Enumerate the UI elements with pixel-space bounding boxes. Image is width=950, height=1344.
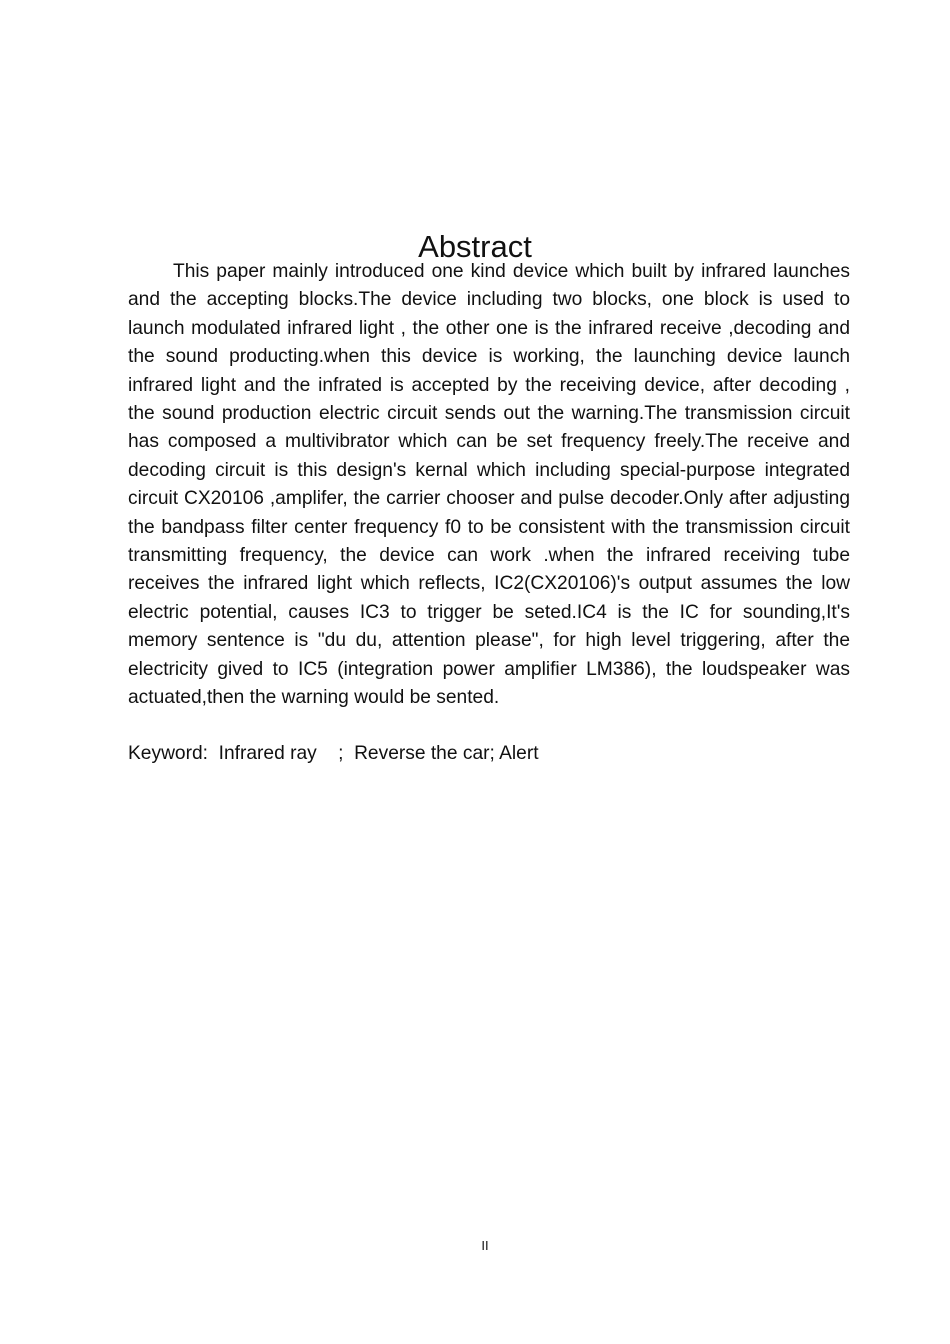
keywords-line: Keyword: Infrared ray ; Reverse the car; Alert (128, 743, 539, 764)
abstract-body: This paper mainly introduced one kind device which built by infrared launches and the accepting blocks.The device including two blocks, one block is used to launch modulated infrared light , the other one is the infrared receive ,decoding and the sound producting.when this device is working, the launching device launch infrared light and the infrated is accepted by the receiving device, after decoding , the sound production electric circuit sends out the warning.The transmission circuit has composed a multivibrator which can be set frequency freely.The receive and decoding circuit is this design's kernal which including special-purpose integrated circuit CX20106 ,amplifer, the carrier chooser and pulse decoder.Only after adjusting the bandpass filter center frequency f0 to be consistent with the transmission circuit transmitting frequency, the device can work .when the infrared receiving tube receives the infrared light which reflects, IC2(CX20106)'s output assumes the low electric potential, causes IC3 to trigger be seted.IC4 is the IC for sounding,It's memory sentence is "du du, attention please", for high level triggering, after the electricity gived to IC5 (integration power amplifier LM386), the loudspeaker was actuated,then the warning would be sented. (128, 261, 850, 709)
abstract-title: Abstract (418, 228, 532, 264)
page-number: II (481, 1238, 489, 1253)
